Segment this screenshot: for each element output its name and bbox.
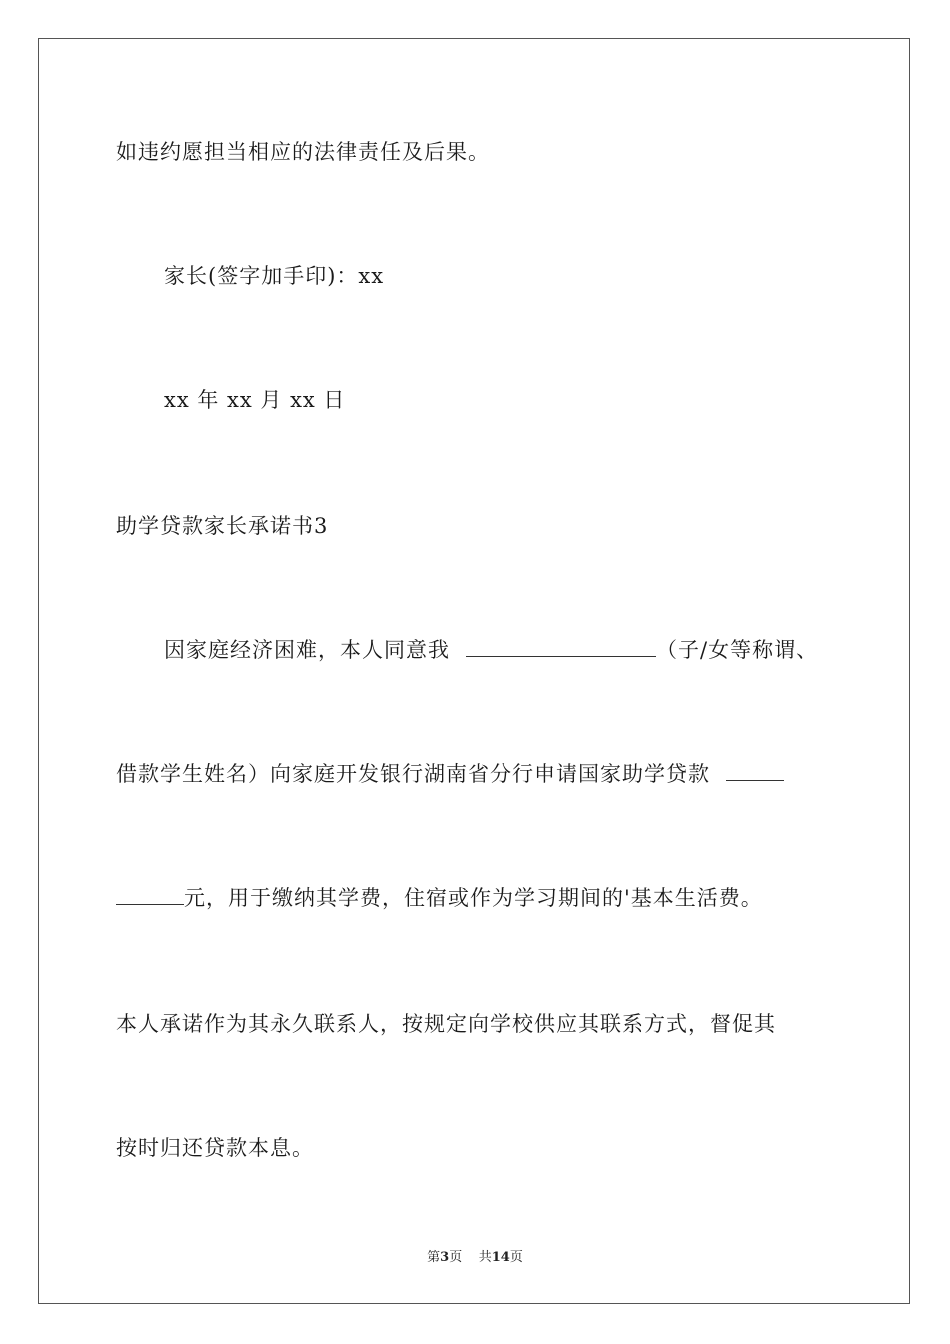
paragraph-line-2-text: 因家庭经济困难，本人同意我 xyxy=(164,638,450,662)
date-line: xx 年 xx 月 xx 日 xyxy=(164,388,346,412)
page-footer xyxy=(0,1246,950,1265)
paragraph-line-2-tail: （子/女等称谓、 xyxy=(656,638,819,662)
footer-total-pages: 14 xyxy=(491,1250,510,1265)
footer-total-prefix: 共 xyxy=(478,1250,492,1265)
paragraph-line-1: 如违约愿担当相应的法律责任及后果。 xyxy=(116,140,490,164)
section-title: 助学贷款家长承诺书3 xyxy=(116,514,329,538)
paragraph-line-4-text: 元，用于缴纳其学费，住宿或作为学习期间的'基本生活费。 xyxy=(184,886,763,910)
paragraph-line-6: 按时归还贷款本息。 xyxy=(116,1136,314,1160)
student-name-blank[interactable] xyxy=(466,638,656,657)
paragraph-line-2 xyxy=(164,636,818,664)
paragraph-line-3 xyxy=(116,760,784,788)
footer-page-current: 3 xyxy=(440,1250,450,1265)
footer-page-prefix: 第 xyxy=(427,1250,441,1265)
parent-signature-line: 家长(签字加手印)：xx xyxy=(164,264,385,288)
paragraph-line-5: 本人承诺作为其永久联系人，按规定向学校供应其联系方式，督促其 xyxy=(116,1012,776,1036)
loan-amount-blank-end[interactable] xyxy=(116,886,184,905)
paragraph-line-4 xyxy=(116,884,763,912)
paragraph-line-3-text: 借款学生姓名）向家庭开发银行湖南省分行申请国家助学贷款 xyxy=(116,762,710,786)
footer-total-suffix: 页 xyxy=(509,1250,523,1265)
page-border xyxy=(38,38,910,1304)
footer-page-suffix: 页 xyxy=(449,1250,463,1265)
loan-amount-blank-start[interactable] xyxy=(726,762,784,781)
